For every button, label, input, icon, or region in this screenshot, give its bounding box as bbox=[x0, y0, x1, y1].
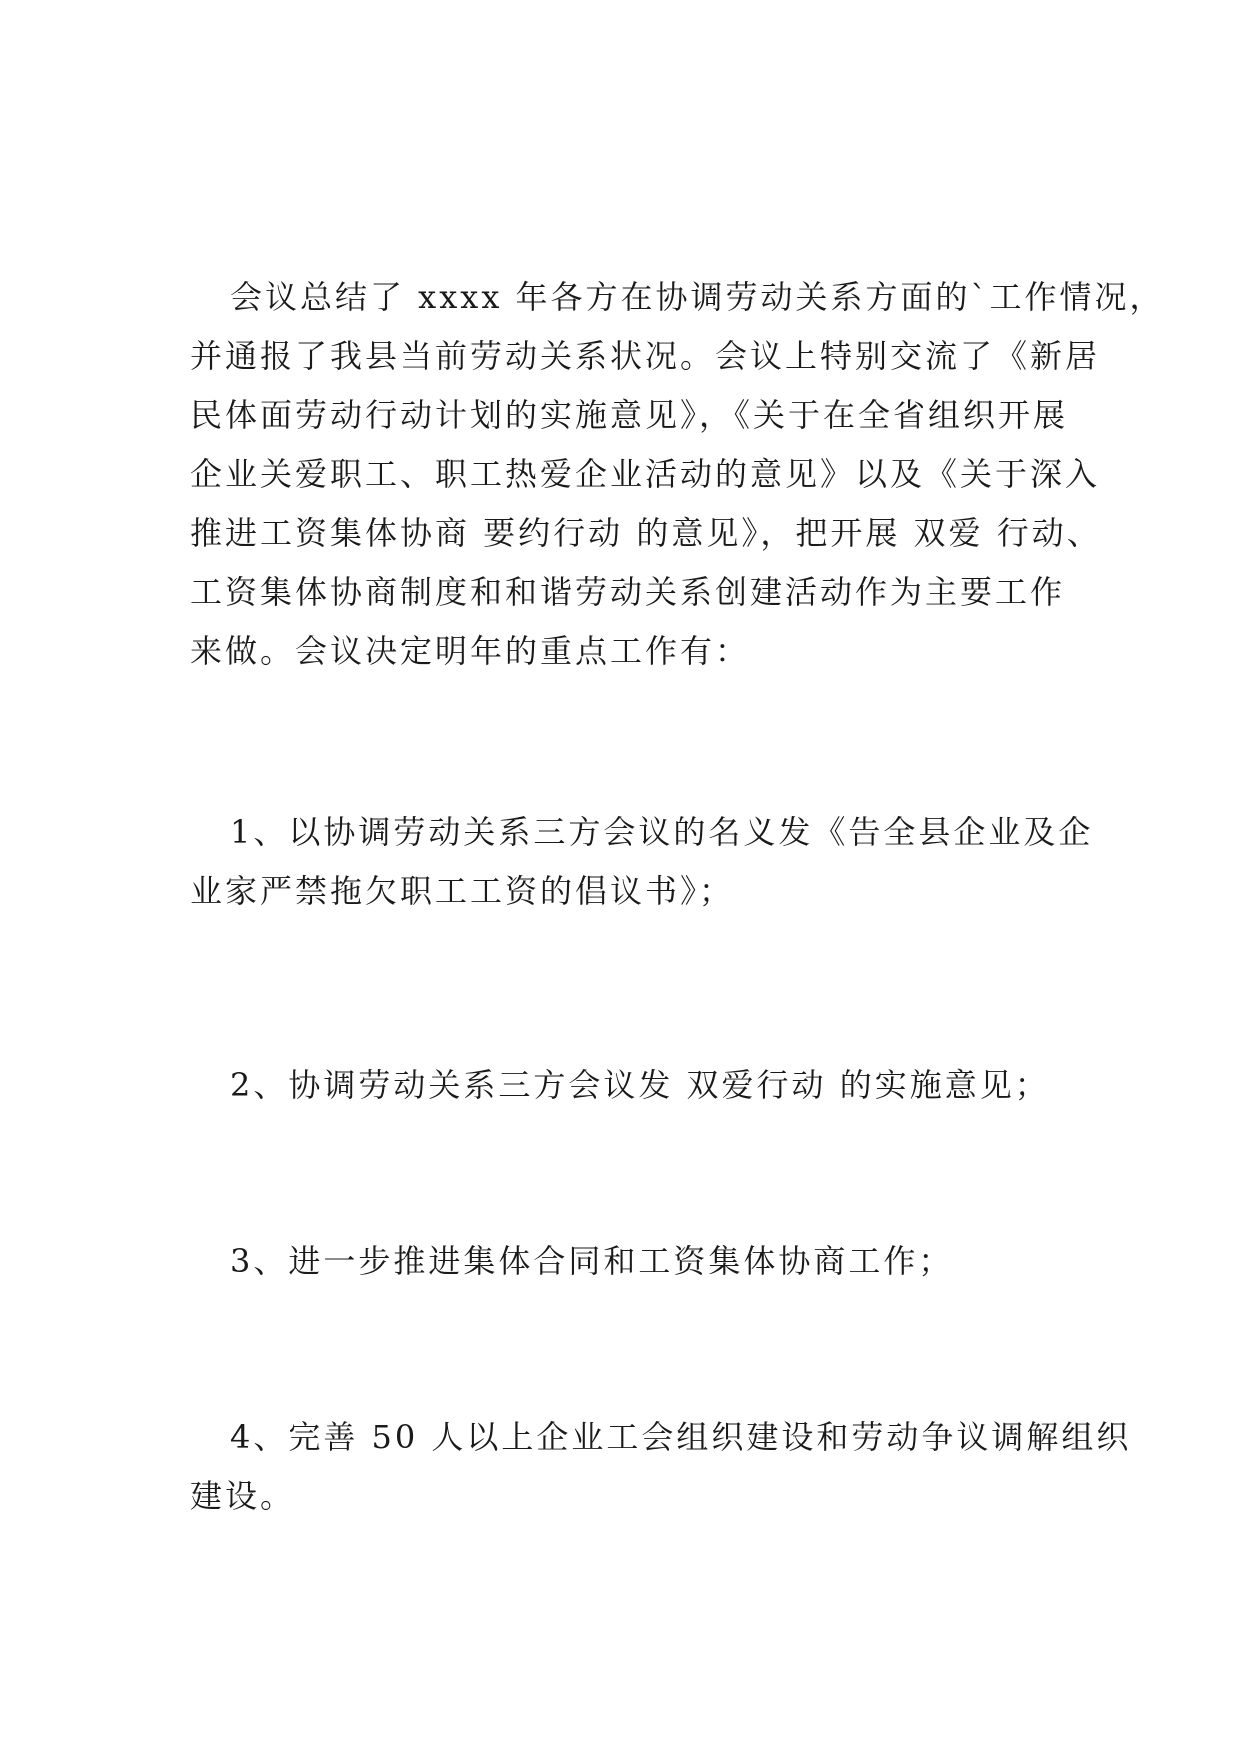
intro-line-7: 来做。会议决定明年的重点工作有： bbox=[190, 632, 751, 670]
list-item-2 bbox=[190, 1056, 1090, 1115]
intro-paragraph bbox=[190, 268, 1165, 681]
item1-line-2: 业家严禁拖欠职工工资的倡议书》； bbox=[190, 872, 735, 910]
item3-line-1: 3、进一步推进集体合同和工资集体协商工作； bbox=[230, 1242, 954, 1280]
document-body bbox=[190, 268, 1165, 1526]
item1-line-1: 1、以协调劳动关系三方会议的名义发《告全县企业及企 bbox=[230, 813, 1094, 851]
intro-line-4: 企业关爱职工、职工热爱企业活动的意见》以及《关于深入 bbox=[190, 455, 1101, 493]
item2-line-1: 2、协调劳动关系三方会议发 双爱行动 的实施意见； bbox=[230, 1066, 1050, 1104]
item4-line-2: 建设。 bbox=[190, 1477, 296, 1515]
list-item-1 bbox=[190, 803, 1094, 921]
list-item-3 bbox=[190, 1232, 1090, 1291]
intro-line-6: 工资集体协商制度和和谐劳动关系创建活动作为主要工作 bbox=[190, 573, 1066, 611]
intro-line-2: 并通报了我县当前劳动关系状况。会议上特别交流了《新居 bbox=[190, 337, 1101, 375]
item4-line-1: 4、完善 50 人以上企业工会组织建设和劳动争议调解组织 bbox=[230, 1418, 1132, 1456]
list-item-4 bbox=[190, 1408, 1132, 1526]
intro-line-1: 会议总结了 xxxx 年各方在协调劳动关系方面的`工作情况， bbox=[230, 278, 1165, 316]
intro-line-3: 民体面劳动行动计划的实施意见》，《关于在全省组织开展 bbox=[190, 396, 1069, 434]
intro-line-5: 推进工资集体协商 要约行动 的意见》，把开展 双爱 行动、 bbox=[190, 514, 1102, 552]
